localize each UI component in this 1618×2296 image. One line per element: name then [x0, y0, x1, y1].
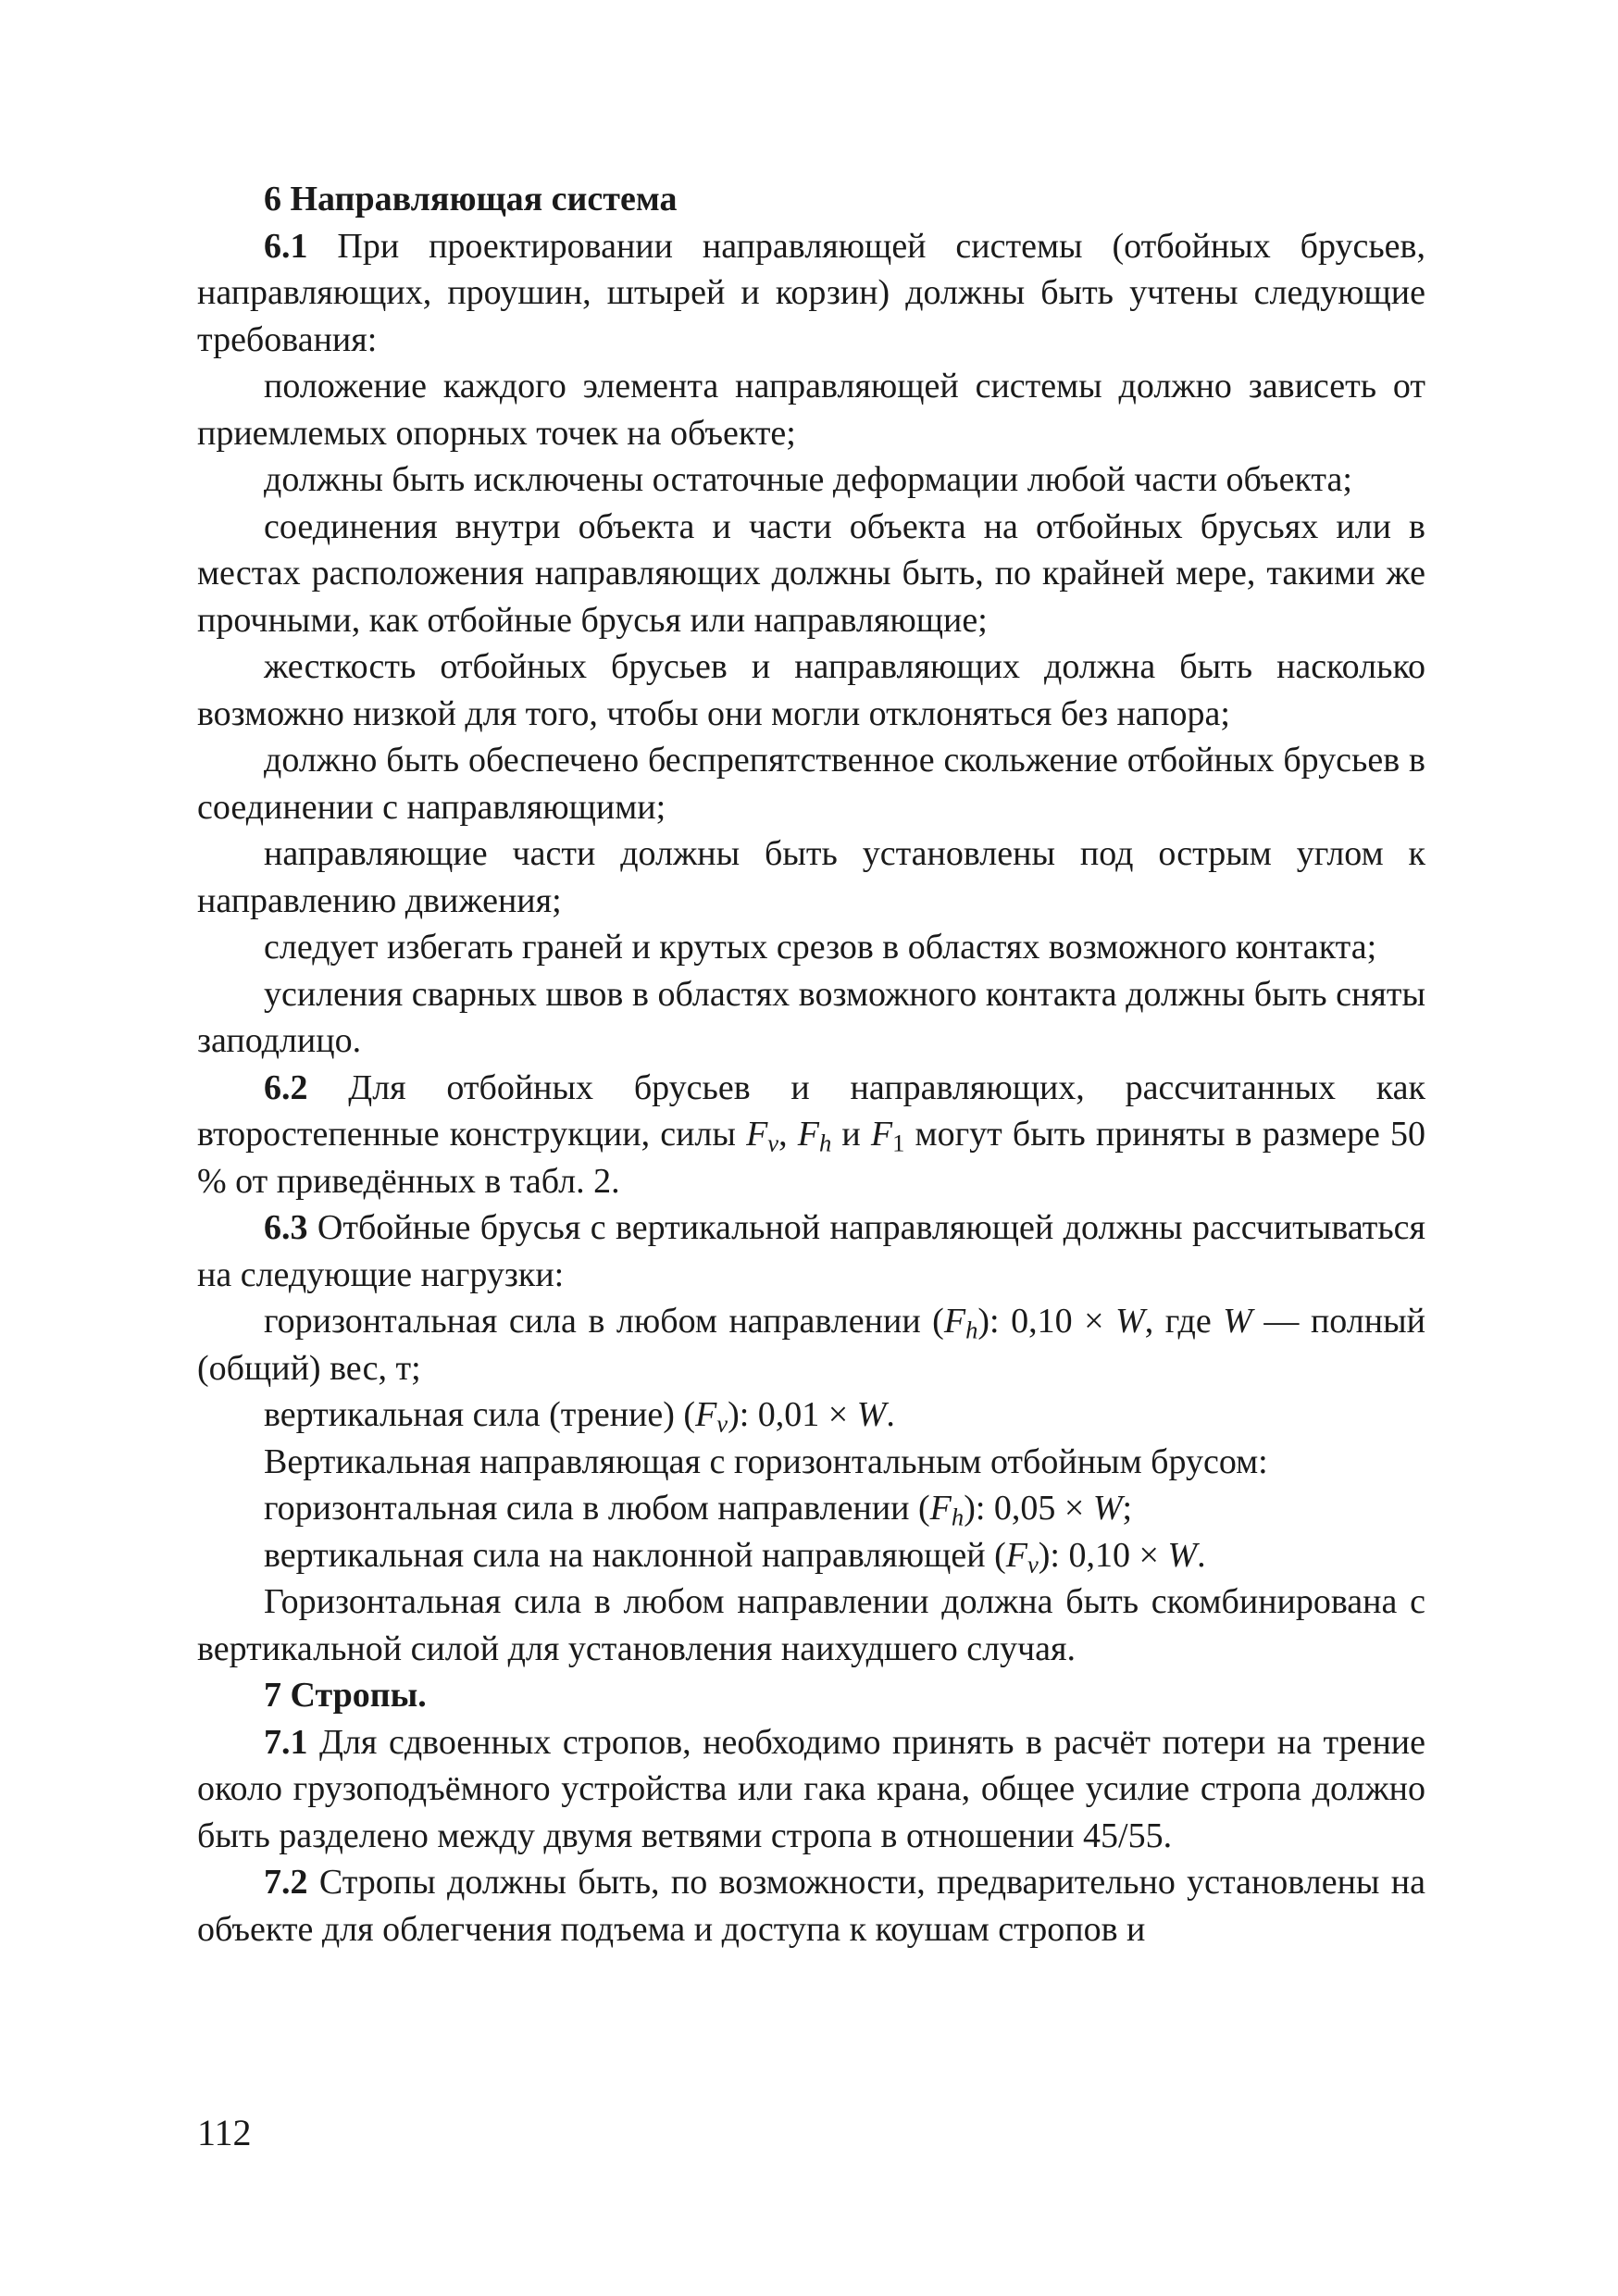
paragraph-6-3	[197, 1204, 1425, 1298]
requirement-item: жесткость отбойных брусьев и направляющих должна быть насколько возможно низкой для того, чтобы они могли отклоняться без напора;	[197, 647, 1425, 733]
clause-number: 6.3	[264, 1208, 308, 1247]
requirement-item: положение каждого элемента направляющей системы должно зависеть от приемлемых опорных точек на объекте;	[197, 367, 1425, 453]
load-text: вертикальная сила на наклонной направляющей (	[264, 1535, 1006, 1575]
clause-number: 7.2	[264, 1863, 308, 1902]
load-text: .	[1197, 1535, 1206, 1575]
clause-number: 7.1	[264, 1722, 308, 1762]
section-7-heading: 7 Стропы.	[264, 1676, 427, 1715]
weight-symbol: W	[1167, 1535, 1198, 1575]
section-6-heading: 6 Направляющая система	[264, 180, 678, 218]
weight-symbol: W	[1115, 1302, 1145, 1341]
force-subscript	[965, 1316, 977, 1344]
load-text: горизонтальная сила в любом направлении (	[264, 1302, 944, 1341]
paragraph-7-1	[197, 1719, 1425, 1860]
requirement-item: соединения внутри объекта и части объекта на отбойных брусьях или в местах расположения направляющих должны быть, по крайней мере, такими же прочными, как отбойные брусья или направляющие;	[197, 506, 1425, 640]
load-text: ): 0,05 ×	[964, 1489, 1093, 1528]
load-text: .	[886, 1395, 895, 1434]
force-symbol: F	[695, 1395, 717, 1434]
subscript-v: v	[767, 1129, 779, 1157]
subscript-h: h	[818, 1129, 832, 1157]
load-vertical-inclined	[197, 1532, 1425, 1579]
subscript-h: h	[951, 1503, 965, 1531]
subscript-h: h	[965, 1316, 978, 1344]
load-text: вертикальная сила (трение) (	[264, 1395, 696, 1434]
force-subscript	[819, 1129, 831, 1157]
subscript-v: v	[1027, 1550, 1039, 1578]
subscript-v: v	[716, 1409, 728, 1438]
requirement-item: должны быть исключены остаточные деформации любой части объекта;	[264, 460, 1352, 499]
paragraph-6-2	[197, 1065, 1425, 1205]
force-subscript	[767, 1129, 778, 1157]
weight-symbol: W	[1092, 1489, 1123, 1528]
paragraph-6-1	[197, 223, 1425, 364]
force-subscript	[1027, 1550, 1039, 1578]
load-vertical-friction	[197, 1391, 1425, 1439]
paragraph-text: могут быть приняты в размере 50 % от приведённых в табл. 2.	[197, 1115, 1425, 1201]
paragraph-text: При проектировании направляющей системы (отбойных брусьев, направляющих, проушин, штырей и корзин) должны быть учтены следующие требования:	[197, 226, 1425, 359]
requirement-item: направляющие части должны быть установлены под острым углом к направлению движения;	[197, 834, 1425, 920]
load-text: , где	[1144, 1302, 1224, 1341]
force-symbol: F	[870, 1115, 893, 1154]
force-subscript	[716, 1410, 728, 1438]
requirement-item: следует избегать граней и крутых срезов в областях возможного контакта;	[264, 928, 1377, 967]
conjunction: и	[831, 1115, 871, 1154]
paragraph-7-2	[197, 1859, 1425, 1953]
weight-symbol: W	[856, 1395, 887, 1434]
load-text: ): 0,10 ×	[977, 1302, 1116, 1341]
page-number: 112	[197, 2112, 252, 2153]
load-horizontal-2	[197, 1485, 1425, 1532]
paragraph-combination: Горизонтальная сила в любом направлении должна быть скомбинирована с вертикальной силой для установления наихудшего случая.	[197, 1582, 1425, 1668]
paragraph-text: Для сдвоенных стропов, необходимо принять в расчёт потери на трение около грузоподъёмного устройства или гака крана, общее усилие стропа должно быть разделено между двумя ветвями стропа в отношении 45/55.	[197, 1722, 1425, 1855]
load-horizontal	[197, 1298, 1425, 1391]
clause-number: 6.1	[264, 226, 308, 266]
load-text: ): 0,10 ×	[1038, 1535, 1168, 1575]
force-symbol: F	[746, 1115, 768, 1154]
force-symbol: F	[1005, 1535, 1027, 1575]
load-text: ;	[1122, 1489, 1133, 1528]
force-symbol: F	[929, 1489, 952, 1528]
page-body	[197, 176, 1425, 1953]
load-text: горизонтальная сила в любом направлении (	[264, 1489, 930, 1528]
force-symbol: F	[943, 1302, 966, 1341]
paragraph-text: Отбойные брусья с вертикальной направляющей должны рассчитываться на следующие нагрузки:	[197, 1208, 1425, 1294]
paragraph-text: Для отбойных брусьев и направляющих, рассчитанных как второстепенные конструкции, силы	[197, 1067, 1425, 1154]
weight-symbol: W	[1223, 1302, 1252, 1341]
requirement-item: должно быть обеспечено беспрепятственное скольжение отбойных брусьев в соединении с направляющими;	[197, 741, 1425, 827]
paragraph-text: Стропы должны быть, по возможности, предварительно установлены на объекте для облегчения подъема и доступа к коушам стропов и	[197, 1863, 1425, 1949]
separator: ,	[778, 1115, 798, 1154]
clause-number: 6.2	[264, 1067, 308, 1107]
force-subscript: 1	[892, 1129, 905, 1157]
load-text: ): 0,01 ×	[728, 1395, 857, 1434]
load-text: — полный (общий) вес, т;	[197, 1302, 1425, 1388]
subheading-vertical-guide: Вертикальная направляющая с горизонтальным отбойным брусом:	[264, 1441, 1268, 1481]
force-subscript	[952, 1504, 964, 1531]
force-symbol: F	[797, 1115, 819, 1154]
requirement-item: усиления сварных швов в областях возможного контакта должны быть сняты заподлицо.	[197, 974, 1425, 1060]
